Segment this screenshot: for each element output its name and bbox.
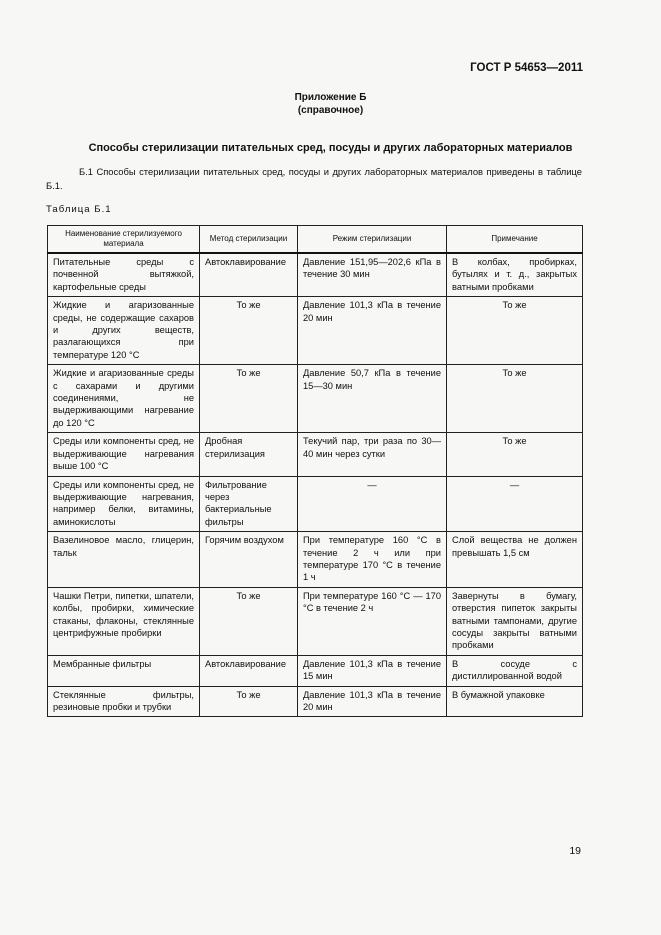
cell-method: Горячим воздухом (200, 532, 298, 588)
cell-mode: Давление 151,95—202,6 кПа в течение 30 мин (298, 253, 447, 297)
page-number: 19 (569, 845, 581, 857)
cell-method: То же (200, 365, 298, 433)
cell-method: То же (200, 297, 298, 365)
cell-material: Чашки Петри, пипетки, шпатели, колбы, пробирки, химические стаканы, флаконы, стеклянные центрифужные пробирки (48, 587, 200, 655)
cell-method: Фильтрование через бактериальные фильтры (200, 476, 298, 532)
cell-method: То же (200, 587, 298, 655)
annex-heading (0, 91, 661, 117)
annex-title: Приложение Б (294, 92, 367, 103)
cell-method: То же (200, 686, 298, 717)
cell-note: В сосуде с дистиллированной водой (447, 655, 583, 686)
header-mode: Режим стерилизации (298, 226, 447, 254)
cell-mode: Давление 101,3 кПа в течение 15 мин (298, 655, 447, 686)
cell-material: Жидкие и агаризованные среды, не содержащие сахаров и других веществ, разлагающихся при температуре 120 °С (48, 297, 200, 365)
sterilization-table (47, 225, 583, 717)
header-method: Метод стерилизации (200, 226, 298, 254)
cell-method: Автоклавирование (200, 253, 298, 297)
cell-material: Стеклянные фильтры, резиновые пробки и трубки (48, 686, 200, 717)
table-header-row (48, 226, 583, 254)
cell-mode: При температуре 160 °С — 170 °С в течение 2 ч (298, 587, 447, 655)
cell-material: Среды или компоненты сред, не выдерживающие нагревания выше 100 °С (48, 433, 200, 476)
cell-mode: Давление 101,3 кПа в течение 20 мин (298, 686, 447, 717)
cell-note: Завернуты в бумагу, отверстия пипеток закрыты ватными тампонами, другие сосуды закрыты ватными пробками (447, 587, 583, 655)
table-row (48, 532, 583, 588)
cell-note: То же (447, 433, 583, 476)
cell-mode: — (298, 476, 447, 532)
cell-method: Автоклавирование (200, 655, 298, 686)
header-note: Примечание (447, 226, 583, 254)
header-material: Наименование стерилизуемого материала (48, 226, 200, 254)
cell-note: В колбах, пробирках, бутылях и т. д., закрытых ватными пробками (447, 253, 583, 297)
table-row (48, 253, 583, 297)
cell-material: Мембранные фильтры (48, 655, 200, 686)
cell-note: Слой вещества не должен превышать 1,5 см (447, 532, 583, 588)
table-row (48, 587, 583, 655)
annex-type: (справочное) (297, 105, 364, 116)
cell-note: То же (447, 297, 583, 365)
intro-paragraph: Б.1 Способы стерилизации питательных сред, посуды и других лабораторных материалов приведены в таблице Б.1. (46, 166, 582, 191)
cell-material: Жидкие и агаризованные среды с сахарами и другими соединениями, не выдерживающими нагревание до 120 °С (48, 365, 200, 433)
table-row (48, 655, 583, 686)
table-row (48, 297, 583, 365)
cell-note: — (447, 476, 583, 532)
cell-note: То же (447, 365, 583, 433)
table-row (48, 365, 583, 433)
cell-material: Питательные среды с почвенной вытяжкой, картофельные среды (48, 253, 200, 297)
cell-mode: Давление 50,7 кПа в течение 15—30 мин (298, 365, 447, 433)
table-row (48, 476, 583, 532)
standard-id: ГОСТ Р 54653—2011 (470, 62, 583, 74)
cell-note: В бумажной упаковке (447, 686, 583, 717)
cell-material: Среды или компоненты сред, не выдерживающие нагревания, например белки, витамины, аминокислоты (48, 476, 200, 532)
cell-method: Дробная стерилизация (200, 433, 298, 476)
cell-material: Вазелиновое масло, глицерин, тальк (48, 532, 200, 588)
cell-mode: При температуре 160 °С в течение 2 ч или при температуре 170 °С в течение 1 ч (298, 532, 447, 588)
table-caption: Таблица Б.1 (46, 204, 112, 215)
cell-mode: Текучий пар, три раза по 30—40 мин через сутки (298, 433, 447, 476)
section-title: Способы стерилизации питательных сред, посуды и других лабораторных материалов (88, 142, 573, 154)
cell-mode: Давление 101,3 кПа в течение 20 мин (298, 297, 447, 365)
table-row (48, 686, 583, 717)
table-row (48, 433, 583, 476)
